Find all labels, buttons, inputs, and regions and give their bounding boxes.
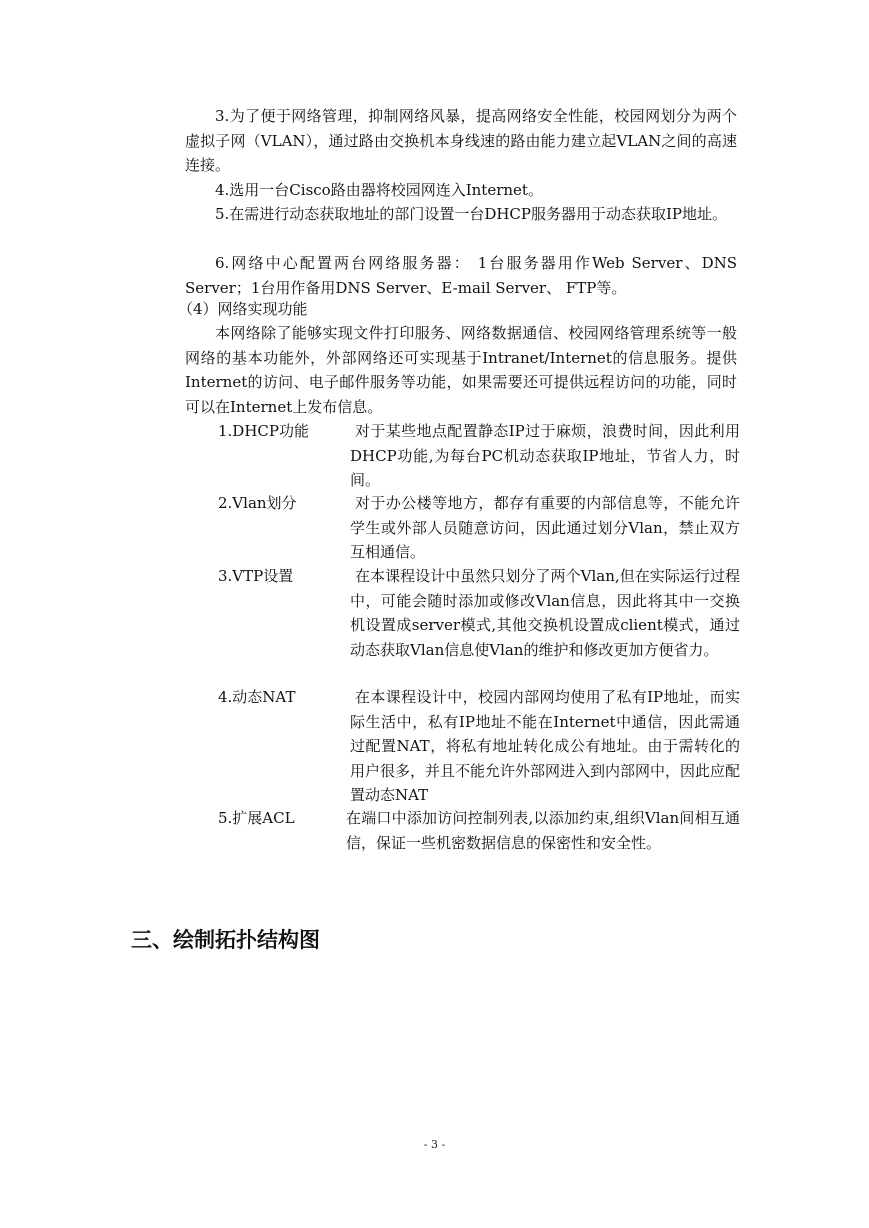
function-desc: 对于办公楼等地方，都存有重要的内部信息等，不能允许学生或外部人员随意访问，因此通过划分Vlan，禁止双方互相通信。 bbox=[350, 494, 740, 561]
paragraph-router: 4.选用一台Cisco路由器将校园网连入Internet。 bbox=[215, 181, 543, 199]
function-desc: 在本课程设计中虽然只划分了两个Vlan,但在实际运行过程中，可能会随时添加或修改Vlan信息，因此将其中一交换机设置成server模式,其他交换机设置成client模式，通过动态获取Vlan信息使Vlan的维护和修改更加方便省力。 bbox=[350, 567, 740, 659]
function-label: 3.VTP设置 bbox=[218, 567, 294, 585]
paragraph-servers: 6.网络中心配置两台网络服务器： 1台服务器用作Web Server、DNS Server；1台用作备用DNS Server、E-mail Server、 FTP等。 bbox=[185, 254, 737, 297]
function-label: 5.扩展ACL bbox=[218, 809, 295, 827]
page-number: - 3 - bbox=[423, 1138, 446, 1151]
function-label: 4.动态NAT bbox=[218, 688, 296, 706]
subheading-network-functions: （4）网络实现功能 bbox=[178, 300, 308, 318]
paragraph-vlan: 3.为了便于网络管理，抑制网络风暴，提高网络安全性能，校园网划分为两个虚拟子网（VLAN），通过路由交换机本身线速的路由能力建立起VLAN之间的高速连接。 bbox=[185, 107, 737, 174]
function-desc: 对于某些地点配置静态IP过于麻烦，浪费时间，因此利用DHCP功能,为每台PC机动态获取IP地址，节省人力，时间。 bbox=[350, 422, 740, 489]
function-desc: 在本课程设计中，校园内部网均使用了私有IP地址，而实际生活中，私有IP地址不能在Internet中通信，因此需通过配置NAT，将私有地址转化成公有地址。由于需转化的用户很多，并且不能允许外部网进入到内部网中，因此应配置动态NAT bbox=[350, 688, 741, 804]
paragraph-dhcp: 5.在需进行动态获取地址的部门设置一台DHCP服务器用于动态获取IP地址。 bbox=[215, 205, 728, 223]
function-label: 1.DHCP功能 bbox=[218, 422, 309, 440]
function-label: 2.Vlan划分 bbox=[218, 494, 297, 512]
function-desc: 在端口中添加访问控制列表,以添加约束,组织Vlan间相互通信，保证一些机密数据信息的保密性和安全性。 bbox=[346, 809, 740, 852]
section-title: 三、绘制拓扑结构图 bbox=[131, 928, 320, 952]
paragraph-intro: 本网络除了能够实现文件打印服务、网络数据通信、校园网络管理系统等一般网络的基本功能外，外部网络还可实现基于Intranet/Internet的信息服务。提供Internet的访问、电子邮件服务等功能，如果需要还可提供远程访问的功能，同时可以在Internet上发布信息。 bbox=[185, 324, 737, 416]
